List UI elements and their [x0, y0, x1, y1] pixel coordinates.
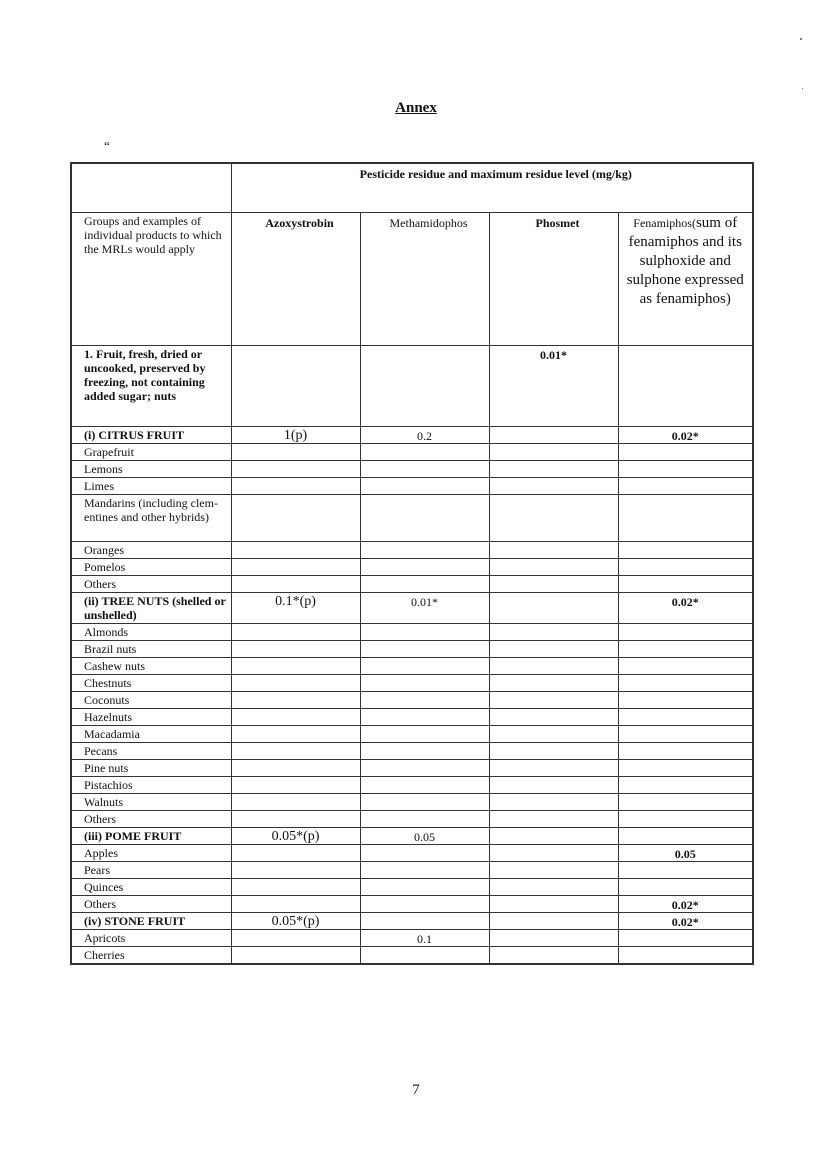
page-number: 7: [412, 1082, 420, 1098]
mrl-phosmet-cell: [489, 794, 618, 811]
mrl-azoxystrobin-cell: [231, 675, 360, 692]
table-row: [71, 346, 753, 427]
mrl-fenamiphos-cell: [618, 811, 753, 828]
mrl-methamidophos-cell: [360, 862, 489, 879]
mrl-azoxystrobin-cell: [231, 896, 360, 913]
table-column-header-row: [71, 213, 753, 346]
mrl-phosmet-cell: [489, 828, 618, 845]
table-row: [71, 709, 753, 726]
mrl-methamidophos-cell: [360, 675, 489, 692]
mrl-fenamiphos-cell: [618, 346, 753, 427]
column-header-methamidophos: Methamidophos: [360, 213, 489, 346]
mrl-fenamiphos-cell: [618, 930, 753, 947]
mrl-phosmet-cell: [489, 675, 618, 692]
mrl-phosmet-cell: [489, 593, 618, 624]
mrl-azoxystrobin-cell: [231, 794, 360, 811]
mrl-methamidophos-cell: 0.05: [360, 828, 489, 845]
mrl-azoxystrobin-cell: [231, 444, 360, 461]
mrl-methamidophos-cell: [360, 896, 489, 913]
row-label: Others: [71, 811, 231, 828]
mrl-fenamiphos-cell: [618, 444, 753, 461]
mrl-methamidophos-cell: [360, 542, 489, 559]
mrl-methamidophos-cell: [360, 913, 489, 930]
mrl-fenamiphos-cell: [618, 692, 753, 709]
mrl-azoxystrobin-cell: [231, 760, 360, 777]
table-row: [71, 760, 753, 777]
row-label: Apples: [71, 845, 231, 862]
row-label: Coconuts: [71, 692, 231, 709]
table-row: [71, 658, 753, 675]
table-row: [71, 542, 753, 559]
row-label: Pine nuts: [71, 760, 231, 777]
mrl-methamidophos-cell: [360, 726, 489, 743]
table-row: [71, 444, 753, 461]
row-label: Limes: [71, 478, 231, 495]
row-label: Walnuts: [71, 794, 231, 811]
mrl-fenamiphos-cell: [618, 709, 753, 726]
table-row: [71, 478, 753, 495]
mrl-methamidophos-cell: [360, 495, 489, 542]
column-header-fenamiphos: [618, 213, 753, 346]
mrl-methamidophos-cell: [360, 641, 489, 658]
pesticide-header: Pesticide residue and maximum residue level (mg/kg): [231, 163, 753, 213]
row-label: Oranges: [71, 542, 231, 559]
mrl-phosmet-cell: [489, 624, 618, 641]
row-label: 1. Fruit, fresh, dried or uncooked, preserved by freezing, not containing added sugar; nuts: [71, 346, 231, 427]
blank-header-cell: [71, 163, 231, 213]
mrl-fenamiphos-cell: 0.02*: [618, 896, 753, 913]
mrl-phosmet-cell: [489, 709, 618, 726]
mrl-azoxystrobin-cell: [231, 709, 360, 726]
mrl-fenamiphos-cell: [618, 658, 753, 675]
row-label: Brazil nuts: [71, 641, 231, 658]
mrl-azoxystrobin-cell: [231, 576, 360, 593]
mrl-phosmet-cell: [489, 427, 618, 444]
mrl-methamidophos-cell: [360, 478, 489, 495]
mrl-phosmet-cell: [489, 913, 618, 930]
mrl-table-body: [71, 163, 753, 964]
row-label: (i) CITRUS FRUIT: [71, 427, 231, 444]
mrl-methamidophos-cell: [360, 794, 489, 811]
row-label: Pecans: [71, 743, 231, 760]
opening-quote-mark: “: [104, 138, 110, 153]
mrl-phosmet-cell: [489, 576, 618, 593]
table-row: [71, 879, 753, 896]
mrl-azoxystrobin-cell: [231, 542, 360, 559]
row-label: (iv) STONE FRUIT: [71, 913, 231, 930]
table-row: [71, 576, 753, 593]
annex-title: Annex: [395, 100, 437, 116]
mrl-methamidophos-cell: [360, 743, 489, 760]
mrl-table: [70, 162, 754, 965]
mrl-phosmet-cell: [489, 743, 618, 760]
mrl-azoxystrobin-cell: [231, 930, 360, 947]
mrl-methamidophos-cell: [360, 947, 489, 965]
mrl-fenamiphos-cell: [618, 879, 753, 896]
row-label: Chestnuts: [71, 675, 231, 692]
mrl-azoxystrobin-cell: [231, 811, 360, 828]
mrl-phosmet-cell: [489, 495, 618, 542]
mrl-fenamiphos-cell: 0.05: [618, 845, 753, 862]
mrl-phosmet-cell: [489, 658, 618, 675]
table-row: [71, 593, 753, 624]
table-row: [71, 675, 753, 692]
table-row: [71, 461, 753, 478]
row-label: Pears: [71, 862, 231, 879]
mrl-methamidophos-cell: 0.01*: [360, 593, 489, 624]
mrl-methamidophos-cell: [360, 709, 489, 726]
mrl-methamidophos-cell: [360, 444, 489, 461]
mrl-methamidophos-cell: [360, 559, 489, 576]
mrl-fenamiphos-cell: [618, 542, 753, 559]
table-row: [71, 641, 753, 658]
scan-speck: [802, 88, 803, 89]
mrl-methamidophos-cell: [360, 461, 489, 478]
mrl-azoxystrobin-cell: [231, 658, 360, 675]
scan-speck: [800, 38, 802, 40]
table-row: [71, 559, 753, 576]
mrl-phosmet-cell: [489, 726, 618, 743]
mrl-methamidophos-cell: [360, 658, 489, 675]
row-label: Cherries: [71, 947, 231, 965]
mrl-fenamiphos-cell: [618, 862, 753, 879]
mrl-methamidophos-cell: [360, 845, 489, 862]
mrl-azoxystrobin-cell: [231, 726, 360, 743]
mrl-methamidophos-cell: [360, 811, 489, 828]
table-row: [71, 624, 753, 641]
row-label: Lemons: [71, 461, 231, 478]
table-row: [71, 726, 753, 743]
mrl-phosmet-cell: [489, 930, 618, 947]
row-label: Others: [71, 896, 231, 913]
table-row: [71, 862, 753, 879]
mrl-methamidophos-cell: [360, 692, 489, 709]
mrl-fenamiphos-cell: [618, 743, 753, 760]
column-header-groups: Groups and examples of individual products to which the MRLs would apply: [71, 213, 231, 346]
mrl-methamidophos-cell: [360, 777, 489, 794]
mrl-azoxystrobin-cell: [231, 692, 360, 709]
mrl-azoxystrobin-cell: [231, 559, 360, 576]
mrl-fenamiphos-cell: [618, 675, 753, 692]
mrl-fenamiphos-cell: [618, 777, 753, 794]
mrl-azoxystrobin-cell: [231, 777, 360, 794]
mrl-phosmet-cell: [489, 760, 618, 777]
mrl-phosmet-cell: [489, 811, 618, 828]
mrl-azoxystrobin-cell: [231, 495, 360, 542]
column-header-phosmet: Phosmet: [489, 213, 618, 346]
mrl-fenamiphos-cell: [618, 461, 753, 478]
mrl-fenamiphos-cell: [618, 478, 753, 495]
mrl-azoxystrobin-cell: 0.05*(p): [231, 913, 360, 930]
mrl-fenamiphos-cell: [618, 559, 753, 576]
table-row: [71, 828, 753, 845]
mrl-azoxystrobin-cell: [231, 346, 360, 427]
mrl-azoxystrobin-cell: 0.05*(p): [231, 828, 360, 845]
row-label: Apricots: [71, 930, 231, 947]
fenamiphos-header-rest: sum of fenamiphos and its sulphoxide and sulphone expressed as fenamiphos): [626, 215, 744, 307]
mrl-azoxystrobin-cell: [231, 624, 360, 641]
mrl-azoxystrobin-cell: [231, 845, 360, 862]
table-row: [71, 495, 753, 542]
mrl-methamidophos-cell: 0.1: [360, 930, 489, 947]
mrl-phosmet-cell: [489, 947, 618, 965]
fenamiphos-header-lead: Fenamiphos(: [633, 216, 696, 230]
mrl-phosmet-cell: [489, 896, 618, 913]
mrl-phosmet-cell: [489, 845, 618, 862]
mrl-phosmet-cell: 0.01*: [489, 346, 618, 427]
table-row: [71, 692, 753, 709]
table-row: [71, 913, 753, 930]
table-row: [71, 930, 753, 947]
mrl-fenamiphos-cell: [618, 794, 753, 811]
mrl-fenamiphos-cell: [618, 495, 753, 542]
mrl-azoxystrobin-cell: [231, 478, 360, 495]
mrl-fenamiphos-cell: 0.02*: [618, 913, 753, 930]
row-label: Pomelos: [71, 559, 231, 576]
table-row: [71, 896, 753, 913]
mrl-azoxystrobin-cell: [231, 947, 360, 965]
mrl-azoxystrobin-cell: 1(p): [231, 427, 360, 444]
row-label: Cashew nuts: [71, 658, 231, 675]
table-row: [71, 777, 753, 794]
row-label: (ii) TREE NUTS (shelled or unshelled): [71, 593, 231, 624]
mrl-phosmet-cell: [489, 444, 618, 461]
mrl-phosmet-cell: [489, 641, 618, 658]
row-label: (iii) POME FRUIT: [71, 828, 231, 845]
table-row: [71, 427, 753, 444]
row-label: Almonds: [71, 624, 231, 641]
mrl-azoxystrobin-cell: 0.1*(p): [231, 593, 360, 624]
mrl-fenamiphos-cell: [618, 828, 753, 845]
row-label: Hazelnuts: [71, 709, 231, 726]
mrl-fenamiphos-cell: [618, 576, 753, 593]
row-label: Grapefruit: [71, 444, 231, 461]
mrl-phosmet-cell: [489, 461, 618, 478]
mrl-phosmet-cell: [489, 478, 618, 495]
mrl-azoxystrobin-cell: [231, 461, 360, 478]
mrl-methamidophos-cell: [360, 624, 489, 641]
mrl-phosmet-cell: [489, 559, 618, 576]
mrl-phosmet-cell: [489, 862, 618, 879]
mrl-fenamiphos-cell: [618, 947, 753, 965]
mrl-azoxystrobin-cell: [231, 641, 360, 658]
table-row: [71, 794, 753, 811]
table-row: [71, 947, 753, 965]
row-label: Quinces: [71, 879, 231, 896]
row-label: Pistachios: [71, 777, 231, 794]
mrl-fenamiphos-cell: 0.02*: [618, 593, 753, 624]
table-row: [71, 743, 753, 760]
mrl-fenamiphos-cell: [618, 641, 753, 658]
table-main-header-row: [71, 163, 753, 213]
mrl-fenamiphos-cell: [618, 624, 753, 641]
mrl-azoxystrobin-cell: [231, 743, 360, 760]
mrl-phosmet-cell: [489, 879, 618, 896]
mrl-fenamiphos-cell: 0.02*: [618, 427, 753, 444]
row-label: Mandarins (including clem-entines and other hybrids): [71, 495, 231, 542]
mrl-methamidophos-cell: 0.2: [360, 427, 489, 444]
mrl-methamidophos-cell: [360, 346, 489, 427]
mrl-methamidophos-cell: [360, 576, 489, 593]
row-label: Others: [71, 576, 231, 593]
mrl-fenamiphos-cell: [618, 726, 753, 743]
mrl-azoxystrobin-cell: [231, 862, 360, 879]
mrl-phosmet-cell: [489, 542, 618, 559]
mrl-azoxystrobin-cell: [231, 879, 360, 896]
row-label: Macadamia: [71, 726, 231, 743]
table-row: [71, 845, 753, 862]
column-header-azoxystrobin: Azoxystrobin: [231, 213, 360, 346]
mrl-methamidophos-cell: [360, 879, 489, 896]
mrl-phosmet-cell: [489, 692, 618, 709]
mrl-phosmet-cell: [489, 777, 618, 794]
table-row: [71, 811, 753, 828]
mrl-methamidophos-cell: [360, 760, 489, 777]
mrl-fenamiphos-cell: [618, 760, 753, 777]
